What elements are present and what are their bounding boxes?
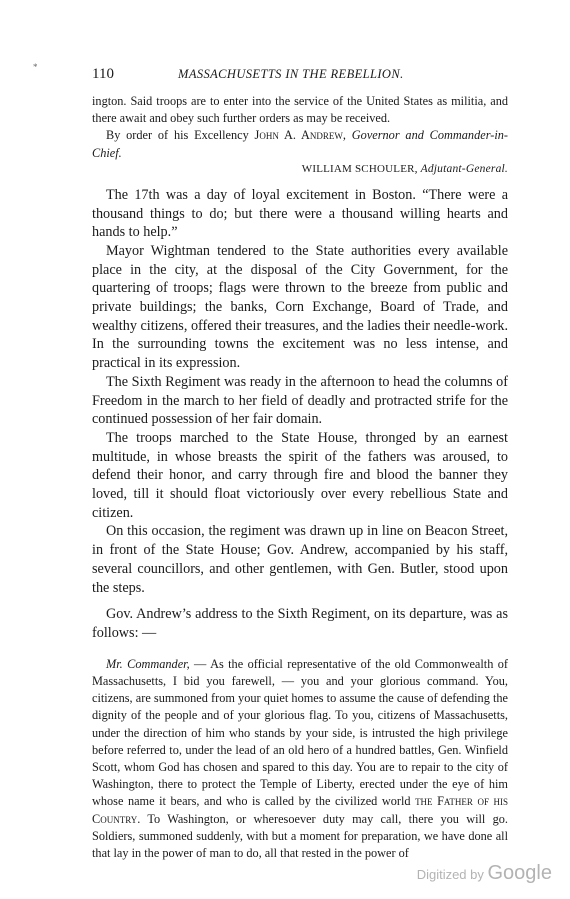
order-signature [92,162,508,177]
google-logo: Google [487,862,552,884]
margin-mark: * [33,62,38,72]
paragraph-5: On this occasion, the regiment was drawn up in line on Beacon Street, in front of the State House; Gov. Andrew, accompanied by his staff, several councillors, and other gentlemen, with Gen. Butler, stood upon the steps. [92,523,508,596]
governor-title: , Governor and Commander-in-Chief. [92,128,508,160]
order-attribution [92,127,508,161]
running-title: MASSACHUSETTS IN THE REBELLION. [178,67,404,81]
order-continuation: ington. Said troops are to enter into the service of the United States as militia, and there await and obey such further orders as may be received. [92,94,508,126]
paragraph-2: Mayor Wightman tendered to the State authorities every available place in the city, at the disposal of the City Government, for the quartering of troops; flags were thrown to the breeze from public and private buildings; the banks, Corn Exchange, Board of Trade, and wealthy citizens, offered their treasures, and the ladies their needle-work. In the surrounding towns the excitement was no less intense, and practical in its expression. [92,242,508,372]
address-text [92,656,508,862]
address-intro: Gov. Andrew’s address to the Sixth Regiment, on its departure, was as follows: — [92,606,508,641]
father-of-country: the Father of his Country [92,794,508,826]
signer-title: , Adjutant-General. [414,162,508,175]
paragraph-3: The Sixth Regiment was ready in the afternoon to head the columns of Freedom in the march to her field of deadly and protracted strife for the continued possession of her fair domain. [92,373,508,428]
address-text-1: — As the official representative of the old Commonwealth of Massachusetts, I bid you farewell, — you and your glorious command. You, citizens, are summoned from your quiet homes to assume the cause of defending the dignity of the people and of your glorious flag. To you, citizens of Massachusetts, under the direction of him who stands by your side, is intrusted the high privilege before referred to, under the lead of an old hero of a hundred battles, Gen. Winfield Scott, whom God has chosen and spared to this day. You are to repair to the city of Washington, there to protect the Temple of Liberty, erected under the eye of him whose name it bears, and who is called by the civilized world [92,656,508,809]
page-number: 110 [92,66,114,82]
page-header [92,66,508,84]
digitized-by-google-watermark [417,862,552,885]
paragraph-4: The troops marched to the State House, thronged by an earnest multitude, in whose breasts the spirit of the fathers was aroused, to defend their honor, and carry through fire and blood the banner they loved, till it should float victoriously over every rebellious State and citizen. [92,429,508,521]
watermark-prefix: Digitized by [416,867,488,882]
signer-name: WILLIAM SCHOULER [301,162,415,175]
governor-name: John A. Andrew [254,128,343,143]
address-text-2: . To Washington, or wheresoever duty may call, there you will go. Soldiers, summoned suddenly, with but a moment for preparation, we have done all that lay in the power of man to do, all that rested in the power of [92,811,508,860]
by-order-prefix: By order of his Excellency [106,128,255,143]
page-body [92,93,508,862]
address-salutation: Mr. Commander, [106,656,190,671]
paragraph-1: The 17th was a day of loyal excitement in Boston. “There were a thousand things to do; but there were a thousand willing hearts and hands to help.” [92,186,508,241]
